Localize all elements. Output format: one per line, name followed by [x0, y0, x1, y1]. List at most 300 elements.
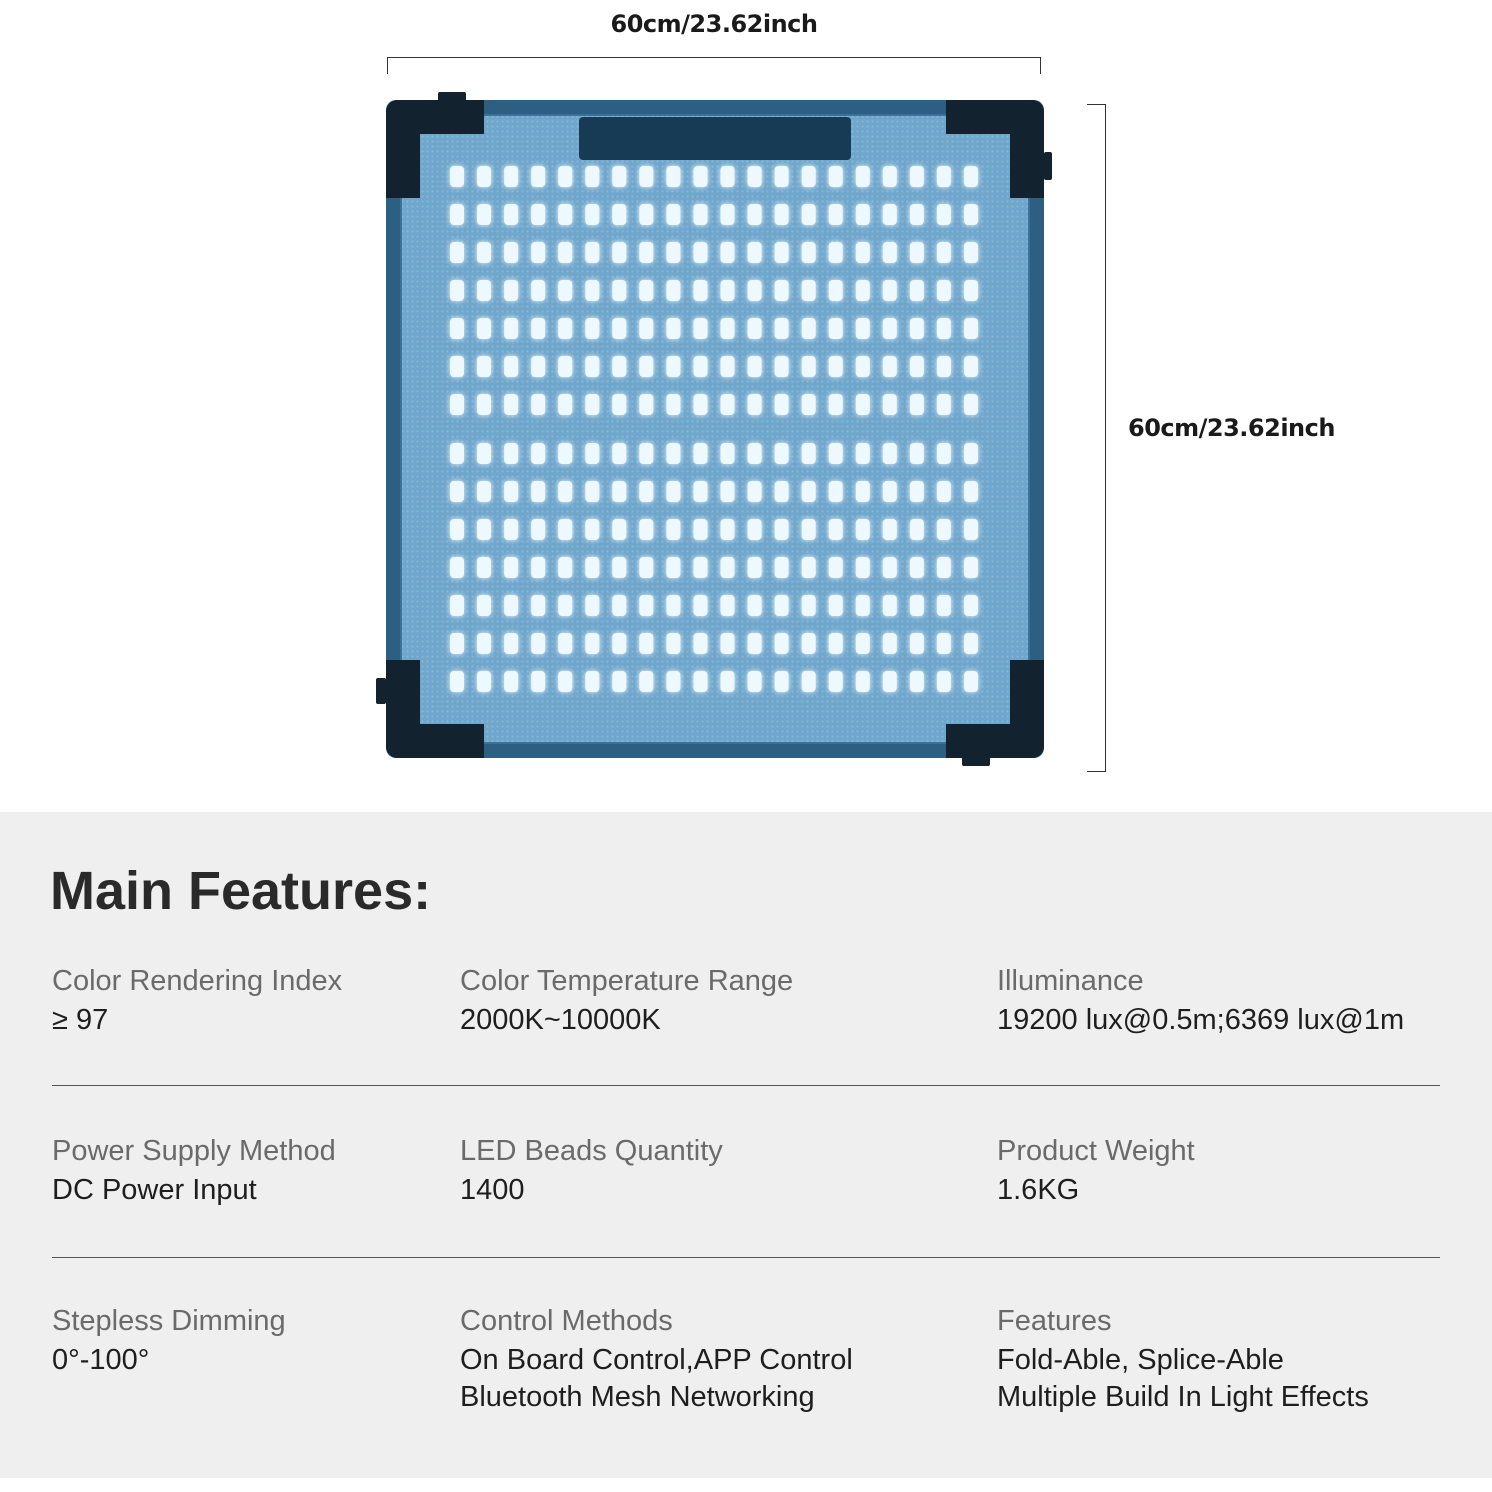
connector-tab — [962, 756, 990, 766]
led-bead — [450, 443, 464, 464]
led-bead — [937, 356, 951, 377]
led-bead — [450, 280, 464, 301]
led-bead — [802, 671, 816, 692]
led-bead — [856, 481, 870, 502]
led-bead — [531, 633, 545, 654]
led-bead — [504, 443, 518, 464]
led-bead — [829, 242, 843, 263]
led-bead — [477, 481, 491, 502]
led-bead — [937, 595, 951, 616]
led-bead — [775, 595, 789, 616]
led-bead — [666, 394, 680, 415]
led-bead — [748, 557, 762, 578]
led-bead — [937, 242, 951, 263]
feature-label: Illuminance — [997, 965, 1144, 997]
led-bead — [450, 204, 464, 225]
led-bead — [585, 356, 599, 377]
feature-features — [997, 1300, 1369, 1416]
led-bead — [558, 557, 572, 578]
led-bead — [504, 633, 518, 654]
led-bead — [937, 519, 951, 540]
led-bead — [612, 204, 626, 225]
feature-stepless-dimming — [52, 1300, 286, 1379]
led-bead — [585, 204, 599, 225]
feature-illuminance — [997, 960, 1404, 1039]
led-bead — [694, 242, 708, 263]
led-bead — [558, 394, 572, 415]
led-bead — [910, 166, 924, 187]
led-bead — [504, 318, 518, 339]
led-bead — [856, 318, 870, 339]
led-bead — [910, 595, 924, 616]
led-bead — [585, 166, 599, 187]
led-bead — [477, 633, 491, 654]
feature-control-methods — [460, 1300, 853, 1416]
led-bead — [694, 557, 708, 578]
led-bead — [829, 166, 843, 187]
led-bead — [450, 595, 464, 616]
led-bead — [477, 519, 491, 540]
led-bead — [829, 443, 843, 464]
led-bead — [666, 519, 680, 540]
led-bead — [504, 519, 518, 540]
led-bead — [910, 481, 924, 502]
led-bead — [910, 242, 924, 263]
corner-bracket-bottom-right — [946, 660, 1044, 758]
led-bead — [639, 356, 653, 377]
led-bead — [585, 557, 599, 578]
led-bead — [639, 394, 653, 415]
led-bead — [666, 671, 680, 692]
led-bead — [721, 671, 735, 692]
height-dimension-label: 60cm/23.62inch — [1128, 414, 1335, 442]
led-bead — [748, 242, 762, 263]
led-bead — [666, 633, 680, 654]
led-bead — [477, 443, 491, 464]
led-bead — [775, 557, 789, 578]
led-bead — [639, 595, 653, 616]
led-bead — [883, 557, 897, 578]
led-bead — [829, 394, 843, 415]
led-bead — [477, 242, 491, 263]
led-bead — [964, 394, 978, 415]
led-panel-image — [386, 100, 1044, 758]
led-bead — [721, 166, 735, 187]
led-bead — [748, 356, 762, 377]
led-bead — [666, 318, 680, 339]
led-bead — [883, 394, 897, 415]
led-bead — [558, 443, 572, 464]
led-bead — [612, 519, 626, 540]
led-bead — [639, 166, 653, 187]
led-bead — [721, 633, 735, 654]
led-bead — [450, 394, 464, 415]
led-bead — [802, 481, 816, 502]
led-bead — [694, 633, 708, 654]
led-bead — [612, 356, 626, 377]
led-bead — [802, 204, 816, 225]
feature-product-weight — [997, 1130, 1195, 1209]
row-divider — [52, 1085, 1440, 1086]
led-bead — [612, 595, 626, 616]
led-bead — [856, 671, 870, 692]
led-bead — [531, 394, 545, 415]
led-bead — [612, 318, 626, 339]
led-bead — [775, 519, 789, 540]
led-bead — [829, 204, 843, 225]
width-dimension-label: 60cm/23.62inch — [610, 10, 818, 38]
led-bead — [748, 633, 762, 654]
led-bead — [802, 557, 816, 578]
led-bead — [477, 280, 491, 301]
led-bead — [694, 443, 708, 464]
led-bead — [477, 557, 491, 578]
led-bead — [721, 204, 735, 225]
led-bead — [910, 204, 924, 225]
led-bead — [558, 280, 572, 301]
led-bead — [910, 557, 924, 578]
led-bead — [585, 443, 599, 464]
led-bead — [694, 519, 708, 540]
led-bead — [666, 595, 680, 616]
led-bead — [558, 671, 572, 692]
feature-label: Stepless Dimming — [52, 1305, 286, 1337]
led-bead — [748, 166, 762, 187]
led-bead — [477, 204, 491, 225]
led-bead — [883, 519, 897, 540]
led-bead — [531, 557, 545, 578]
led-bead — [639, 280, 653, 301]
led-bead — [450, 481, 464, 502]
led-bead — [612, 166, 626, 187]
led-bead — [694, 481, 708, 502]
led-bead — [504, 166, 518, 187]
features-title: Main Features: — [50, 861, 432, 921]
led-bead — [694, 318, 708, 339]
led-bead — [721, 519, 735, 540]
height-dimension-bracket — [1087, 104, 1106, 772]
led-bead — [585, 318, 599, 339]
led-bead — [910, 671, 924, 692]
led-bead — [504, 481, 518, 502]
led-bead — [883, 166, 897, 187]
led-bead — [856, 356, 870, 377]
led-bead — [666, 242, 680, 263]
led-bead — [531, 671, 545, 692]
led-bead — [775, 242, 789, 263]
led-bead — [477, 595, 491, 616]
led-bead — [504, 280, 518, 301]
led-bead — [910, 394, 924, 415]
led-bead — [775, 356, 789, 377]
led-bead — [964, 280, 978, 301]
led-bead — [666, 557, 680, 578]
corner-bracket-top-right — [946, 100, 1044, 198]
led-bead — [450, 318, 464, 339]
led-bead — [775, 481, 789, 502]
led-bead — [612, 671, 626, 692]
led-bead — [937, 204, 951, 225]
feature-label: LED Beads Quantity — [460, 1135, 723, 1167]
led-bead — [558, 356, 572, 377]
led-bead — [585, 280, 599, 301]
led-bead — [964, 204, 978, 225]
feature-color-rendering-index — [52, 960, 342, 1039]
led-bead — [531, 242, 545, 263]
led-bead — [721, 481, 735, 502]
led-bead — [585, 394, 599, 415]
led-bead — [558, 318, 572, 339]
led-bead — [802, 595, 816, 616]
led-bead — [883, 671, 897, 692]
led-bead — [964, 481, 978, 502]
led-bead — [748, 671, 762, 692]
width-dimension-bracket — [387, 57, 1041, 74]
led-bead — [937, 318, 951, 339]
led-bead — [721, 443, 735, 464]
led-bead — [585, 671, 599, 692]
led-bead — [504, 595, 518, 616]
led-bead — [558, 242, 572, 263]
led-bead — [504, 204, 518, 225]
led-bead — [585, 481, 599, 502]
led-bead — [477, 394, 491, 415]
led-bead — [910, 356, 924, 377]
led-bead — [666, 204, 680, 225]
connector-tab — [438, 92, 466, 102]
led-bead — [883, 356, 897, 377]
led-bead — [964, 557, 978, 578]
led-bead — [612, 557, 626, 578]
led-bead — [748, 443, 762, 464]
led-bead — [694, 394, 708, 415]
led-bead — [612, 443, 626, 464]
led-bead — [694, 166, 708, 187]
led-bead — [964, 356, 978, 377]
led-bead — [775, 443, 789, 464]
led-bead — [585, 519, 599, 540]
led-bead — [585, 633, 599, 654]
led-bead — [775, 280, 789, 301]
led-bead — [883, 242, 897, 263]
led-bead — [883, 443, 897, 464]
led-bead — [856, 443, 870, 464]
feature-value: On Board Control,APP Control — [460, 1344, 853, 1376]
led-bead — [802, 633, 816, 654]
led-bead — [504, 394, 518, 415]
feature-label: Color Temperature Range — [460, 965, 794, 997]
led-bead — [721, 557, 735, 578]
led-bead — [558, 481, 572, 502]
feature-label: Power Supply Method — [52, 1135, 336, 1167]
connector-tab — [376, 678, 386, 704]
corner-bracket-bottom-left — [386, 660, 484, 758]
led-bead — [531, 166, 545, 187]
led-bead — [558, 166, 572, 187]
led-bead — [558, 519, 572, 540]
led-bead — [937, 633, 951, 654]
led-bead — [612, 280, 626, 301]
led-bead — [531, 481, 545, 502]
led-bead — [964, 318, 978, 339]
led-bead — [450, 242, 464, 263]
led-bead — [775, 633, 789, 654]
feature-value: 1400 — [460, 1174, 525, 1206]
led-bead — [639, 633, 653, 654]
led-bead — [504, 671, 518, 692]
feature-power-supply-method — [52, 1130, 336, 1209]
led-bead — [937, 481, 951, 502]
row-divider — [52, 1257, 1440, 1258]
led-bead — [585, 242, 599, 263]
led-bead — [558, 204, 572, 225]
led-bead — [964, 443, 978, 464]
led-bead — [639, 557, 653, 578]
led-bead — [504, 242, 518, 263]
led-bead — [964, 242, 978, 263]
led-bead — [748, 481, 762, 502]
led-bead — [802, 356, 816, 377]
led-bead — [802, 394, 816, 415]
feature-label: Color Rendering Index — [52, 965, 343, 997]
led-bead — [937, 557, 951, 578]
feature-value-line-2: Multiple Build In Light Effects — [997, 1381, 1369, 1413]
led-bead — [856, 280, 870, 301]
led-bead — [721, 595, 735, 616]
led-bead — [910, 633, 924, 654]
feature-value: DC Power Input — [52, 1174, 257, 1206]
led-bead — [856, 394, 870, 415]
feature-label: Features — [997, 1305, 1112, 1337]
led-bead — [531, 595, 545, 616]
led-bead — [531, 280, 545, 301]
led-bead — [721, 318, 735, 339]
led-bead — [856, 204, 870, 225]
led-bead — [910, 443, 924, 464]
led-bead — [856, 633, 870, 654]
led-bead — [910, 318, 924, 339]
led-bead — [748, 280, 762, 301]
led-bead — [612, 242, 626, 263]
led-bead — [856, 166, 870, 187]
led-bead — [504, 557, 518, 578]
features-section — [0, 812, 1492, 1478]
led-bead — [829, 557, 843, 578]
led-bead — [612, 481, 626, 502]
led-bead — [639, 671, 653, 692]
led-bead — [721, 242, 735, 263]
led-bead — [666, 481, 680, 502]
led-bead — [856, 242, 870, 263]
led-bead — [748, 394, 762, 415]
connector-tab — [1044, 152, 1052, 180]
led-bead — [775, 394, 789, 415]
led-bead — [748, 519, 762, 540]
led-bead — [883, 633, 897, 654]
led-bead — [829, 318, 843, 339]
led-bead — [639, 519, 653, 540]
feature-value: 0°-100° — [52, 1344, 150, 1376]
led-bead — [666, 443, 680, 464]
led-bead — [612, 394, 626, 415]
led-bead — [775, 166, 789, 187]
led-bead — [937, 394, 951, 415]
led-bead — [721, 356, 735, 377]
led-bead — [802, 318, 816, 339]
led-bead — [694, 204, 708, 225]
led-bead — [829, 519, 843, 540]
led-bead — [666, 280, 680, 301]
led-bead — [964, 595, 978, 616]
led-bead — [829, 671, 843, 692]
led-bead — [531, 356, 545, 377]
led-bead — [748, 595, 762, 616]
led-bead — [964, 519, 978, 540]
led-bead — [694, 356, 708, 377]
led-bead — [937, 280, 951, 301]
led-bead — [694, 595, 708, 616]
led-bead — [639, 242, 653, 263]
led-bead — [883, 481, 897, 502]
led-bead — [748, 318, 762, 339]
led-bead — [450, 519, 464, 540]
led-bead — [856, 595, 870, 616]
feature-led-beads-quantity — [460, 1130, 723, 1209]
led-bead — [639, 481, 653, 502]
led-bead — [775, 671, 789, 692]
led-bead — [531, 204, 545, 225]
corner-bracket-top-left — [386, 100, 484, 198]
led-bead — [531, 519, 545, 540]
led-bead — [558, 595, 572, 616]
led-bead — [775, 204, 789, 225]
led-bead — [802, 519, 816, 540]
led-bead — [910, 280, 924, 301]
led-bead — [910, 519, 924, 540]
led-bead — [802, 280, 816, 301]
led-bead — [721, 394, 735, 415]
feature-value: Fold-Able, Splice-Able — [997, 1344, 1284, 1376]
led-bead — [450, 356, 464, 377]
feature-value: 19200 lux@0.5m;6369 lux@1m — [997, 1004, 1405, 1036]
led-bead — [531, 443, 545, 464]
led-bead — [883, 318, 897, 339]
led-bead — [856, 557, 870, 578]
feature-label: Control Methods — [460, 1305, 673, 1337]
led-bead — [504, 356, 518, 377]
led-bead — [721, 280, 735, 301]
led-bead — [829, 356, 843, 377]
led-bead — [639, 318, 653, 339]
feature-label: Product Weight — [997, 1135, 1195, 1167]
led-bead — [639, 443, 653, 464]
led-bead — [531, 318, 545, 339]
led-bead — [964, 633, 978, 654]
led-bead — [612, 633, 626, 654]
led-bead — [694, 671, 708, 692]
led-bead — [802, 443, 816, 464]
led-bead — [883, 595, 897, 616]
led-bead — [829, 280, 843, 301]
feature-value: ≥ 97 — [52, 1004, 109, 1036]
led-bead — [883, 204, 897, 225]
led-bead — [666, 166, 680, 187]
led-bead — [450, 633, 464, 654]
led-bead — [585, 595, 599, 616]
led-bead — [856, 519, 870, 540]
feature-color-temperature-range — [460, 960, 793, 1039]
led-bead — [477, 318, 491, 339]
